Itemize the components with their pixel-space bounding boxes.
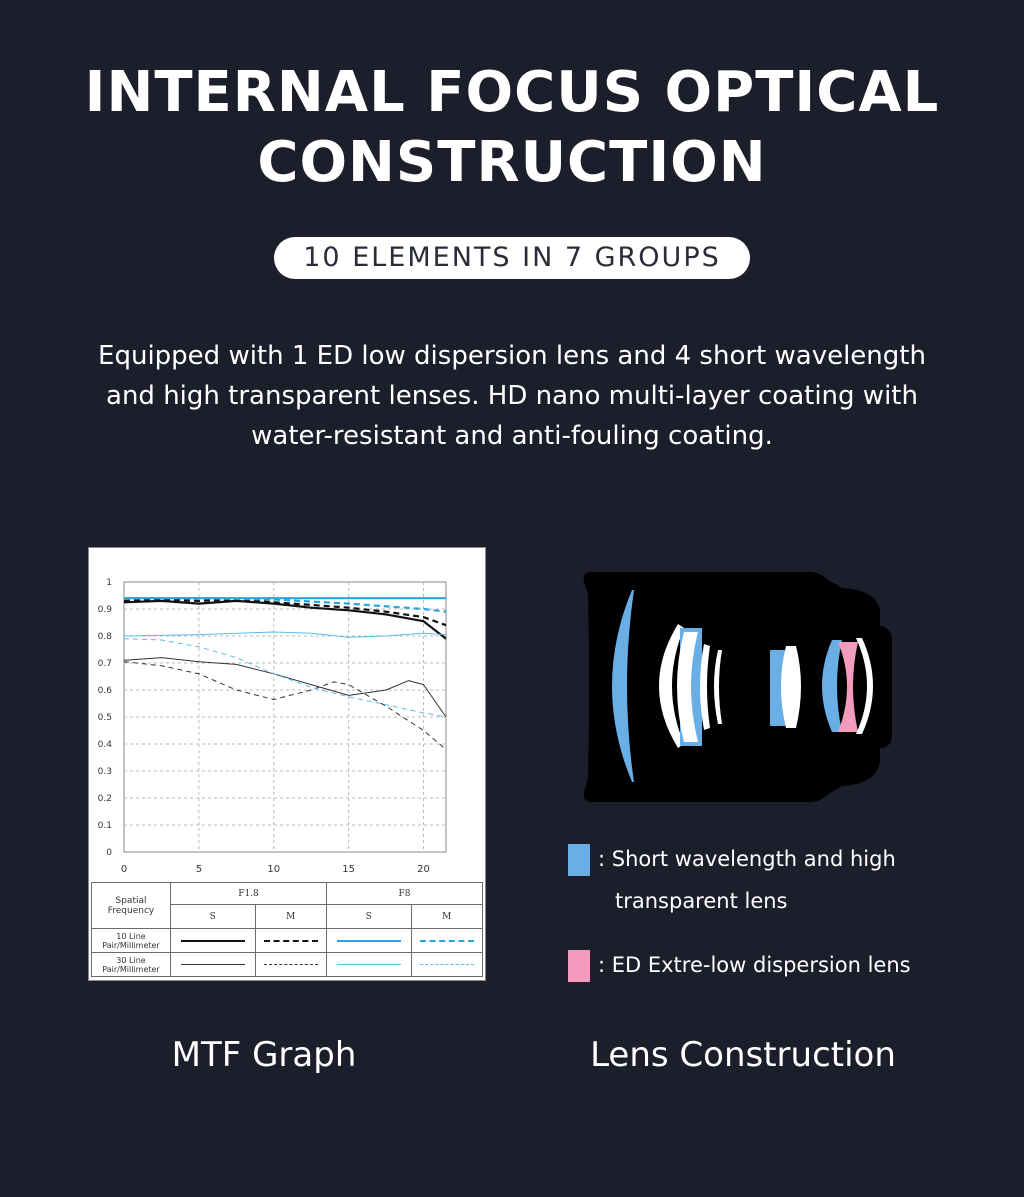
table-f8-m: M bbox=[411, 905, 483, 929]
x-tick-label: 15 bbox=[342, 864, 356, 875]
y-tick-label: 0.8 bbox=[97, 632, 112, 642]
x-tick-label: 10 bbox=[267, 864, 281, 875]
legend-short-wavelength-line2: transparent lens bbox=[615, 889, 788, 913]
lens-construction-diagram bbox=[580, 566, 900, 816]
y-tick-label: 0.1 bbox=[97, 821, 112, 831]
page-title-line2: CONSTRUCTION bbox=[257, 130, 767, 195]
legend-f8-m-10 bbox=[411, 929, 483, 953]
legend-ed-lens: : ED Extre-low dispersion lens bbox=[598, 953, 911, 977]
y-tick-label: 0 bbox=[106, 848, 112, 858]
table-aperture-f18: F1.8 bbox=[171, 883, 327, 905]
y-tick-label: 0.4 bbox=[97, 740, 112, 750]
legend-f8-s-10 bbox=[327, 929, 412, 953]
y-tick-label: 0.9 bbox=[97, 605, 112, 615]
mtf-chart-svg bbox=[89, 548, 485, 882]
table-row-header: Spatial Frequency bbox=[92, 883, 171, 929]
description-line2: and high transparent lenses. HD nano multi-layer coating with bbox=[106, 381, 918, 411]
legend-f8-s-30 bbox=[327, 953, 412, 977]
group4-white-lens bbox=[781, 646, 801, 728]
y-tick-label: 0.3 bbox=[97, 767, 112, 777]
description bbox=[30, 336, 994, 456]
description-line1: Equipped with 1 ED low dispersion lens and 4 short wavelength bbox=[98, 341, 926, 371]
x-tick-label: 0 bbox=[120, 864, 128, 875]
page-title-line1: INTERNAL FOCUS OPTICAL bbox=[84, 60, 940, 125]
table-row-10lp: 10 Line Pair/Millimeter bbox=[92, 929, 171, 953]
ed-lens-swatch bbox=[568, 950, 590, 982]
table-row-30lp: 30 Line Pair/Millimeter bbox=[92, 953, 171, 977]
y-tick-label: 0.7 bbox=[97, 659, 112, 669]
table-f8-s: S bbox=[327, 905, 412, 929]
page-title bbox=[0, 58, 1024, 198]
description-line3: water-resistant and anti-fouling coating. bbox=[251, 421, 773, 451]
y-tick-label: 0.6 bbox=[97, 686, 112, 696]
x-tick-label: 5 bbox=[195, 864, 203, 875]
mtf-legend-table bbox=[91, 882, 483, 977]
y-tick-label: 1 bbox=[106, 578, 112, 588]
y-tick-label: 0.2 bbox=[97, 794, 112, 804]
legend-f8-m-30 bbox=[411, 953, 483, 977]
short-wavelength-swatch bbox=[568, 844, 590, 876]
legend-f18-m-30 bbox=[255, 953, 327, 977]
legend-f18-m-10 bbox=[255, 929, 327, 953]
y-tick-label: 0.5 bbox=[97, 713, 112, 723]
lens-caption: Lens Construction bbox=[590, 1035, 896, 1075]
mtf-graph bbox=[88, 547, 486, 981]
table-aperture-f8: F8 bbox=[327, 883, 483, 905]
legend-f18-s-10 bbox=[171, 929, 256, 953]
x-tick-label: 20 bbox=[417, 864, 430, 875]
legend-f18-s-30 bbox=[171, 953, 256, 977]
elements-badge: 10 ELEMENTS IN 7 GROUPS bbox=[274, 237, 750, 279]
mtf-caption: MTF Graph bbox=[171, 1035, 357, 1075]
table-f18-s: S bbox=[171, 905, 256, 929]
table-f18-m: M bbox=[255, 905, 327, 929]
legend-short-wavelength-line1: : Short wavelength and high bbox=[598, 847, 896, 871]
